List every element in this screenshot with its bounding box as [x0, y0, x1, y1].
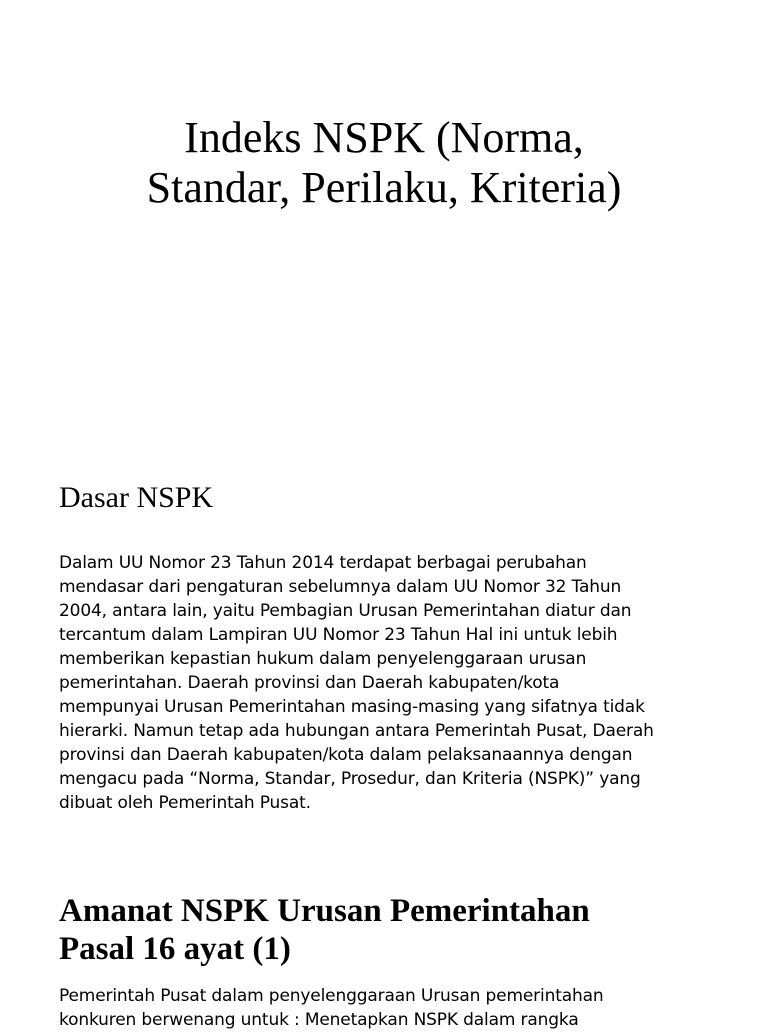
paragraph-line: 2004, antara lain, yaitu Pembagian Urusan Pemerintahan diatur dan — [59, 601, 632, 621]
section-heading-amanat-line-2: Pasal 16 ayat (1) — [59, 931, 291, 967]
paragraph-amanat — [59, 984, 739, 1032]
section-heading-amanat — [59, 892, 749, 968]
paragraph-line: pemerintahan. Daerah provinsi dan Daerah kabupaten/kota — [59, 673, 560, 693]
paragraph-line: Pemerintah Pusat dalam penyelenggaraan Urusan pemerintahan — [59, 986, 604, 1006]
page-title-line-1: Indeks NSPK (Norma, — [184, 113, 584, 162]
paragraph-line: mengacu pada “Norma, Standar, Prosedur, dan Kriteria (NSPK)” yang — [59, 769, 641, 789]
section-heading-dasar: Dasar NSPK — [59, 481, 214, 514]
paragraph-line: dibuat oleh Pemerintah Pusat. — [59, 793, 311, 813]
paragraph-line: konkuren berwenang untuk : Menetapkan NSPK dalam rangka — [59, 1010, 579, 1030]
paragraph-line: tercantum dalam Lampiran UU Nomor 23 Tahun Hal ini untuk lebih — [59, 625, 618, 645]
paragraph-line: memberikan kepastian hukum dalam penyelenggaraan urusan — [59, 649, 587, 669]
page-title-line-2: Standar, Perilaku, Kriteria) — [146, 163, 622, 212]
paragraph-line: provinsi dan Daerah kabupaten/kota dalam pelaksanaannya dengan — [59, 745, 633, 765]
paragraph-line: hierarki. Namun tetap ada hubungan antara Pemerintah Pusat, Daerah — [59, 721, 654, 741]
paragraph-line: mendasar dari pengaturan sebelumnya dalam UU Nomor 32 Tahun — [59, 577, 622, 597]
page-title — [0, 113, 768, 213]
paragraph-dasar — [59, 551, 739, 815]
paragraph-line: mempunyai Urusan Pemerintahan masing-masing yang sifatnya tidak — [59, 697, 645, 717]
paragraph-line: Dalam UU Nomor 23 Tahun 2014 terdapat berbagai perubahan — [59, 553, 587, 573]
section-heading-amanat-line-1: Amanat NSPK Urusan Pemerintahan — [59, 893, 590, 929]
